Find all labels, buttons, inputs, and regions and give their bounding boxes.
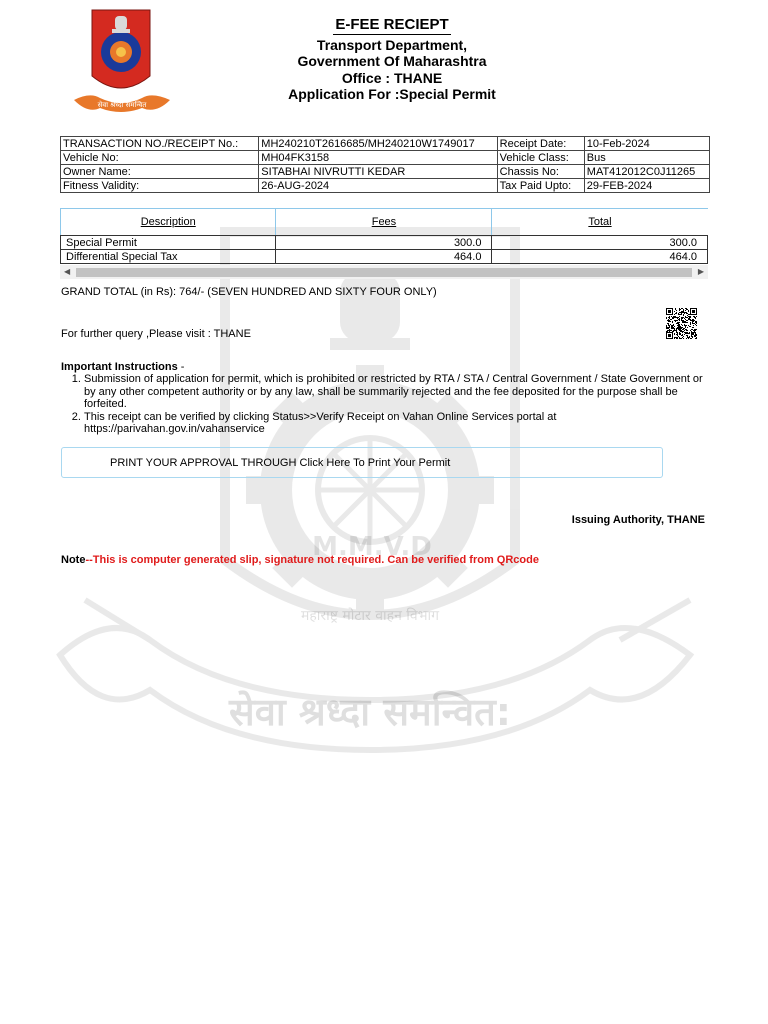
column-header-description: Description	[61, 209, 276, 236]
fees-scroll-container[interactable]	[60, 208, 708, 279]
watermark-arc-text: महाराष्ट्र मोटार वाहन विभाग	[300, 608, 440, 624]
note-text: --This is computer generated slip, signature not required. Can be verified from QRcode	[85, 554, 539, 566]
info-value: 26-AUG-2024	[259, 179, 497, 193]
info-label: TRANSACTION NO./RECEIPT No.:	[61, 137, 259, 151]
info-value: 29-FEB-2024	[584, 179, 709, 193]
print-permit-link[interactable]: Click Here To Print Your Permit	[299, 457, 451, 469]
application-type: Application For :Special Permit	[288, 86, 496, 102]
fee-total: 300.0	[492, 236, 708, 250]
print-prefix: PRINT YOUR APPROVAL THROUGH	[110, 457, 300, 469]
info-label: Receipt Date:	[497, 137, 584, 151]
column-header-total: Total	[492, 209, 708, 236]
instructions-heading: Important Instructions -	[61, 361, 185, 373]
query-info: For further query ,Please visit : THANE	[61, 328, 251, 340]
table-row	[61, 179, 710, 193]
info-value: SITABHAI NIVRUTTI KEDAR	[259, 165, 497, 179]
info-value: MH04FK3158	[259, 151, 497, 165]
horizontal-scrollbar[interactable]	[60, 265, 708, 279]
column-header-fees: Fees	[276, 209, 492, 236]
table-row	[61, 165, 710, 179]
info-label: Vehicle Class:	[497, 151, 584, 165]
table-row	[61, 250, 708, 264]
info-value: Bus	[584, 151, 709, 165]
list-item: 1. Submission of application for permit, which is prohibited or restricted by RTA / STA / Central Government / State Government or by any other competent authority or by any law, shall be summarily rejected and the fee deposited for the purpose shall be forfeited.	[84, 373, 704, 411]
fee-total: 464.0	[492, 250, 708, 264]
fee-description: Special Permit	[61, 236, 276, 250]
info-label: Chassis No:	[497, 165, 584, 179]
instructions-list	[61, 373, 704, 436]
note-label: Note	[61, 554, 86, 566]
grand-total: GRAND TOTAL (in Rs): 764/- (SEVEN HUNDRED AND SIXTY FOUR ONLY)	[61, 286, 437, 298]
qr-code-icon	[665, 307, 698, 340]
fee-amount: 464.0	[276, 250, 492, 264]
receipt-info-table	[60, 136, 710, 193]
scroll-left-arrow-icon[interactable]: ◀	[64, 267, 71, 276]
table-row	[61, 151, 710, 165]
receipt-title: E-FEE RECIEPT	[335, 16, 449, 33]
watermark-emblem-text: M.M.V.D	[312, 532, 432, 562]
government-name: Government Of Maharashtra	[297, 53, 487, 69]
info-value: MH240210T2616685/MH240210W1749017	[259, 137, 497, 151]
table-header-row	[61, 209, 708, 236]
info-label: Vehicle No:	[61, 151, 259, 165]
info-label: Owner Name:	[61, 165, 259, 179]
table-row	[61, 137, 710, 151]
watermark-motto: सेवा श्रध्दा समन्वित:	[229, 690, 511, 734]
logo-motto: सेवा श्रध्दा समन्वित	[97, 101, 147, 109]
info-label: Tax Paid Upto:	[497, 179, 584, 193]
office-name: Office : THANE	[341, 70, 443, 86]
print-permit-box	[61, 447, 663, 478]
info-value: 10-Feb-2024	[584, 137, 709, 151]
department-name: Transport Department,	[316, 37, 468, 53]
table-row	[61, 236, 708, 250]
note	[61, 554, 539, 566]
issuing-authority: Issuing Authority, THANE	[571, 514, 705, 526]
scroll-right-arrow-icon[interactable]: ▶	[697, 267, 704, 276]
scrollbar-thumb[interactable]	[76, 268, 692, 277]
info-value: MAT412012C0J11265	[584, 165, 709, 179]
fee-amount: 300.0	[276, 236, 492, 250]
fee-description: Differential Special Tax	[61, 250, 276, 264]
info-label: Fitness Validity:	[61, 179, 259, 193]
mmvd-logo	[70, 8, 174, 118]
list-item: 2. This receipt can be verified by clicking Status>>Verify Receipt on Vahan Online Services portal at https://parivahan.gov.in/vahanservice	[84, 411, 704, 436]
fees-table	[60, 208, 708, 264]
